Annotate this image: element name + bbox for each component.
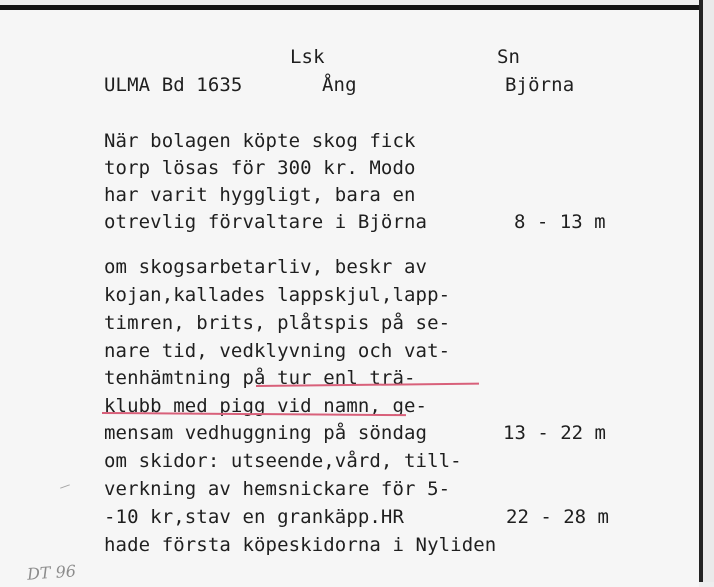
text-line: timren, brits, plåtspis på se- [104,312,451,334]
text-line: verkning av hemsnickare för 5- [104,478,451,500]
archive-reference: ULMA Bd 1635 [104,74,243,96]
text-line: torp lösas för 300 kr. Modo [104,157,416,179]
text-line: har varit hyggligt, bara en [104,184,416,206]
header-sn: Sn [497,46,521,68]
time-reference: 8 - 13 m [514,211,606,233]
text-line: om skogsarbetarliv, beskr av [104,256,428,278]
scan-margin [703,0,714,582]
text-line: klubb med pigg vid namn, ge- [104,395,428,417]
text-line: hade första köpeskidorna i Nyliden [104,534,497,556]
text-line: tenhämtning på tur enl trä- [104,367,416,389]
header-ang: Ång [322,74,357,96]
text-line: kojan,kallades lappskjul,lapp- [104,284,451,306]
corner-stamp: DT 96 [26,561,77,584]
text-line: mensam vedhuggning på söndag [104,422,428,444]
text-line: När bolagen köpte skog fick [104,130,416,152]
time-reference: 13 - 22 m [503,422,606,444]
header-lsk: Lsk [290,46,325,68]
text-line: -10 kr,stav en grankäpp.HR [104,506,405,528]
text-line: nare tid, vedklyvning och vat- [104,340,451,362]
text-line: om skidor: utseende,vård, till- [104,450,462,472]
text-line: otrevlig förvaltare i Björna [104,211,428,233]
time-reference: 22 - 28 m [506,506,609,528]
header-place: Björna [505,74,575,96]
